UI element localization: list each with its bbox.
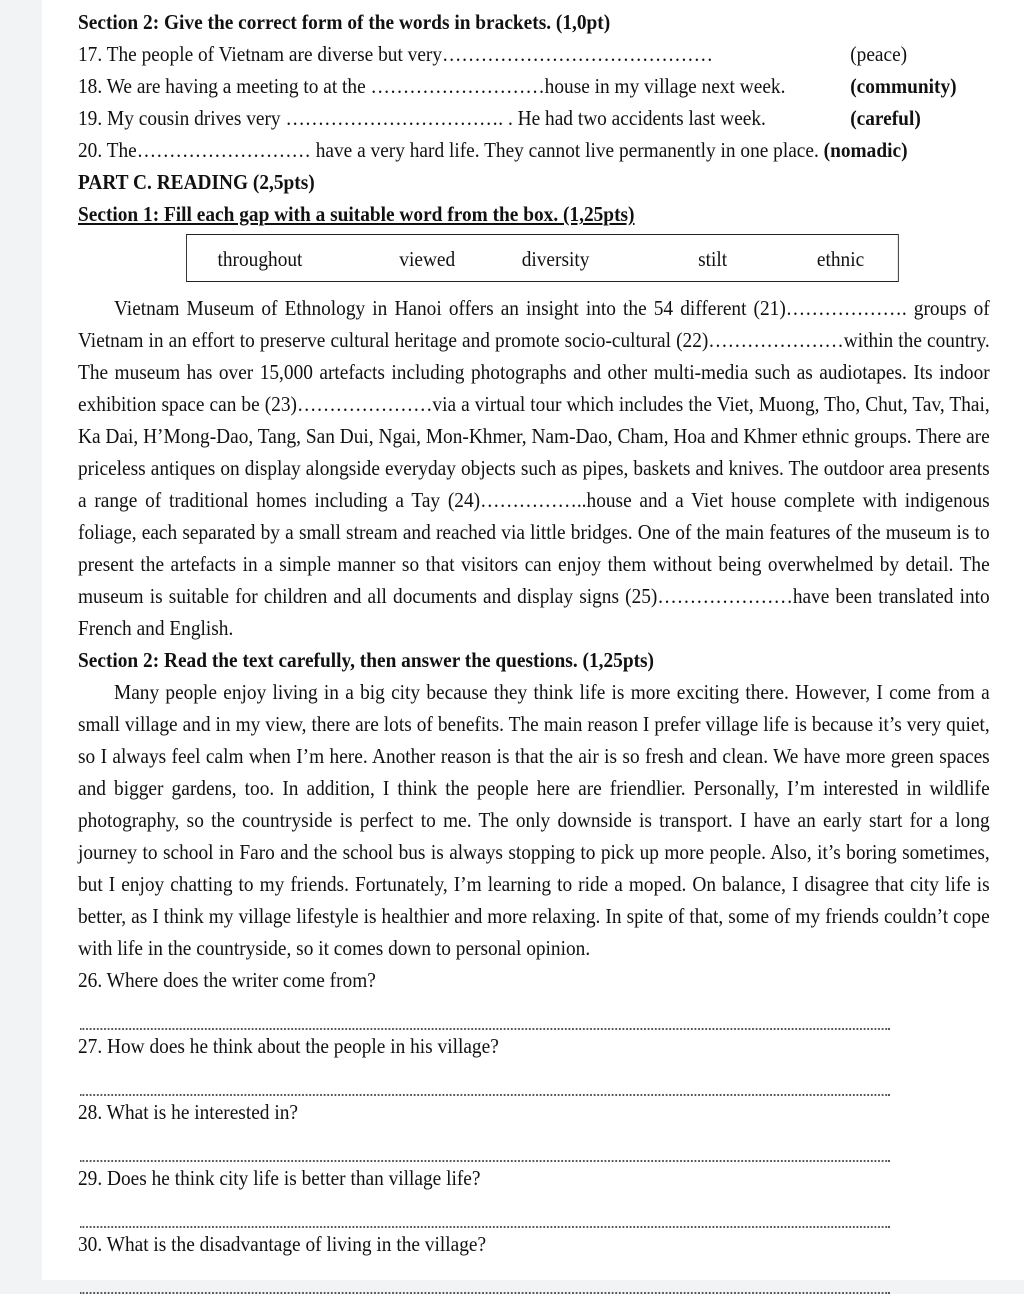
word-hint: (community) bbox=[850, 74, 957, 98]
word-hint: (careful) bbox=[850, 106, 921, 130]
answer-line-27[interactable] bbox=[80, 1064, 890, 1096]
question-text: 17. The people of Vietnam are diverse but very…………………………………… bbox=[78, 42, 713, 66]
part-c-heading: PART C. READING (2,5pts) bbox=[78, 170, 315, 194]
museum-passage bbox=[78, 292, 990, 644]
worksheet-page bbox=[42, 0, 1024, 1280]
question-18 bbox=[78, 70, 990, 102]
word-box-item: diversity bbox=[521, 247, 590, 271]
section1-heading-text: Section 1: Fill each gap with a suitable word from the box. (1,25pts) bbox=[78, 202, 635, 226]
museum-passage-text: Vietnam Museum of Ethnology in Hanoi offers an insight into the 54 different (21)………………. groups of Vietnam in an effort to preserve cultural heritage and promote socio-cultural (22)…………………within the country. The museum has over 15,000 artefacts including photographs and other multi-media such as audiotapes. Its indoor exhibition space can be (23)…………………via a virtual tour which includes the Viet, Muong, Tho, Chut, Tav, Thai, Ka Dai, H’Mong-Dao, Tang, San Dui, Ngai, Mon-Khmer, Nam-Dao, Cham, Hoa and Khmer ethnic groups. There are priceless antiques on display alongside everyday objects such as pipes, baskets and knives. The outdoor area presents a range of traditional homes including a Tay (24)……………..house and a Viet house complete with indigenous foliage, each separated by a small stream and reached via little bridges. One of the main features of the museum is to present the artefacts in a simple manner so that visitors can enjoy them without being overwhelmed by detail. The museum is suitable for children and all documents and display signs (25)…………………have been translated into French and English. bbox=[78, 296, 990, 640]
question-28: 28. What is he interested in? bbox=[78, 1100, 298, 1124]
answer-line-30[interactable] bbox=[80, 1262, 890, 1294]
question-text: 18. We are having a meeting to at the ………………………house in my village next week. bbox=[78, 74, 786, 98]
worksheet-content bbox=[78, 6, 990, 1294]
reading-text bbox=[78, 676, 990, 964]
question-19 bbox=[78, 102, 990, 134]
question-29: 29. Does he think city life is better than village life? bbox=[78, 1166, 481, 1190]
question-30: 30. What is the disadvantage of living in the village? bbox=[78, 1232, 487, 1256]
question-17 bbox=[78, 38, 990, 70]
question-27: 27. How does he think about the people in his village? bbox=[78, 1034, 499, 1058]
question-text: 19. My cousin drives very ……………………………. . He had two accidents last week. bbox=[78, 106, 766, 130]
word-hint: (peace) bbox=[850, 42, 908, 66]
section1-heading bbox=[78, 198, 990, 230]
word-box-item: ethnic bbox=[816, 247, 865, 271]
word-box-item: stilt bbox=[698, 247, 728, 271]
reading-text-body: Many people enjoy living in a big city because they think life is more exciting there. However, I come from a small village and in my view, there are lots of benefits. The main reason I prefer village life is because it’s very quiet, so I always feel calm when I’m here. Another reason is that the air is so fresh and clean. We have more green spaces and bigger gardens, too. In addition, I think the people here are friendlier. Personally, I’m interested in wildlife photography, so the countryside is perfect to me. The only downside is transport. I have an early start for a long journey to school in Faro and the school bus is always stopping to pick up more people. Also, it’s boring sometimes, but I enjoy chatting to my friends. Fortunately, I’m learning to ride a moped. On balance, I disagree that city life is better, as I think my village lifestyle is healthier and more relaxing. In spite of that, some of my friends couldn’t cope with life in the countryside, so it comes down to personal opinion. bbox=[78, 680, 990, 960]
question-26: 26. Where does the writer come from? bbox=[78, 968, 376, 992]
word-hint: (nomadic) bbox=[823, 138, 908, 162]
answer-line-26[interactable] bbox=[80, 998, 890, 1030]
section2-word-form-heading: Section 2: Give the correct form of the words in brackets. (1,0pt) bbox=[78, 10, 611, 34]
answer-line-28[interactable] bbox=[80, 1130, 890, 1162]
question-20 bbox=[78, 134, 990, 166]
word-box-item: viewed bbox=[399, 247, 456, 271]
word-box bbox=[186, 234, 899, 282]
word-box-item: throughout bbox=[217, 247, 303, 271]
answer-line-29[interactable] bbox=[80, 1196, 890, 1228]
section2-reading-heading: Section 2: Read the text carefully, then answer the questions. (1,25pts) bbox=[78, 648, 654, 672]
question-text: 20. The……………………… have a very hard life. They cannot live permanently in one place. bbox=[78, 138, 819, 162]
